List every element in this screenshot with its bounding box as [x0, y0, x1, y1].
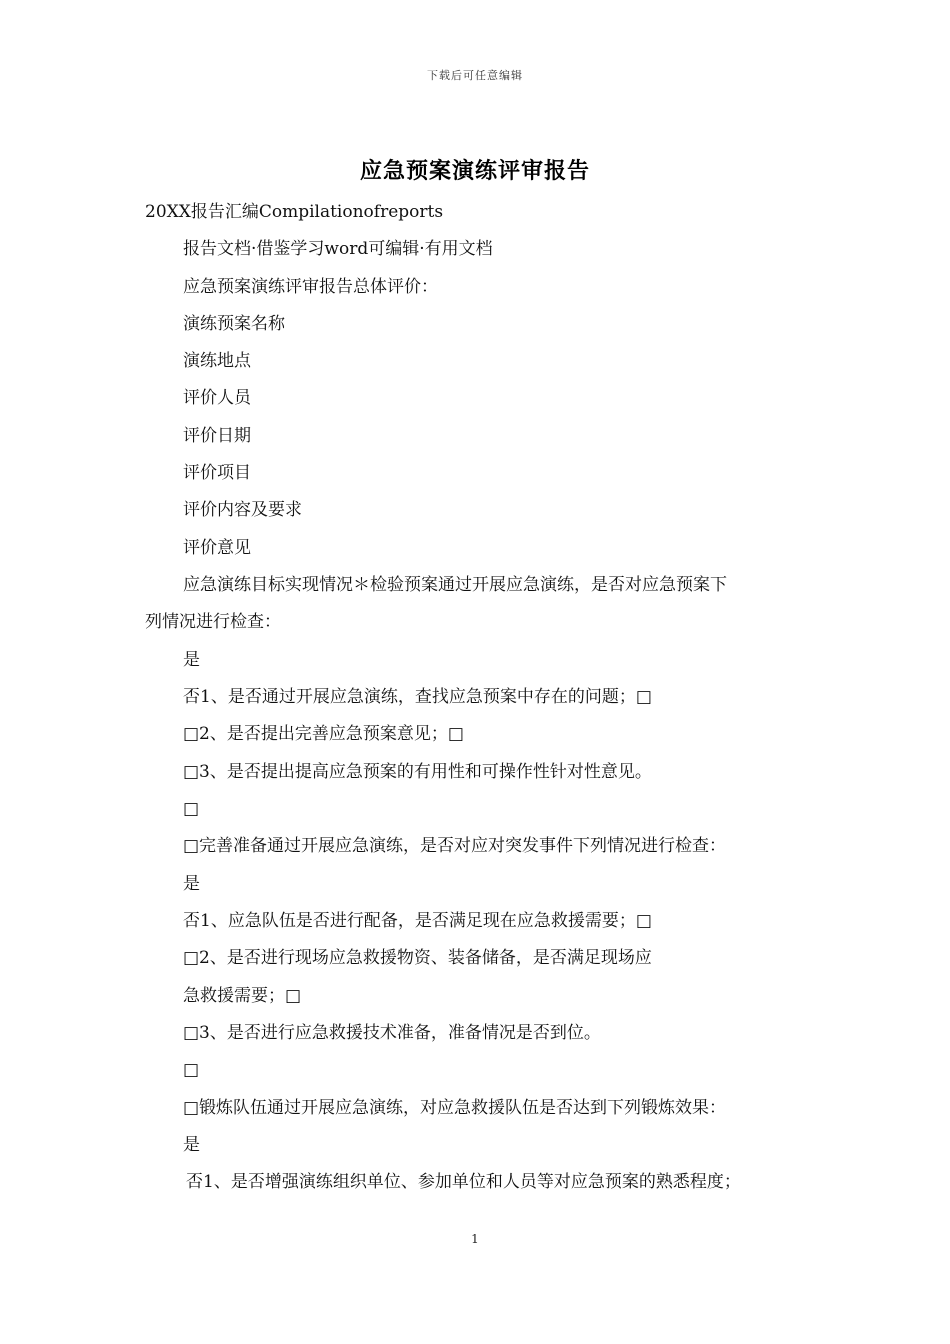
check-item-3-1: 否1、是否增强演练组织单位、参加单位和人员等对应急预案的熟悉程度； — [186, 1172, 741, 1192]
check-item-2-2-line2: 急救援需要；□ — [183, 986, 302, 1006]
check-item-2-1: 否1、应急队伍是否进行配备，是否满足现在应急救援需要；□ — [183, 911, 652, 931]
overall-evaluation: 应急预案演练评审报告总体评价： — [183, 277, 438, 297]
field-evaluation-opinion: 评价意见 — [183, 538, 251, 558]
check-item-1-2: □2、是否提出完善应急预案意见；□ — [183, 724, 464, 744]
field-evaluation-date: 评价日期 — [183, 426, 251, 446]
field-evaluation-content: 评价内容及要求 — [183, 500, 302, 520]
paragraph-goal-line2: 列情况进行检查： — [145, 612, 281, 632]
check-item-1-3: □3、是否提出提高应急预案的有用性和可操作性针对性意见。 — [183, 762, 652, 782]
checkbox-line-1: □ — [183, 799, 200, 819]
check-item-2-2-line1: □2、是否进行现场应急救援物资、装备储备，是否满足现场应 — [183, 948, 652, 968]
page-number: 1 — [471, 1232, 479, 1246]
field-drill-location: 演练地点 — [183, 351, 251, 371]
compilation-line: 20XX报告汇编Compilationofreports — [145, 202, 444, 222]
header-note: 下载后可任意编辑 — [427, 69, 523, 82]
paragraph-preparation: □完善准备通过开展应急演练，是否对应对突发事件下列情况进行检查： — [183, 836, 727, 856]
check-item-1-1: 否1、是否通过开展应急演练，查找应急预案中存在的问题；□ — [183, 687, 652, 707]
field-drill-plan-name: 演练预案名称 — [183, 314, 285, 334]
doc-note-line: 报告文档·借鉴学习word可编辑·有用文档 — [183, 239, 493, 259]
checkbox-line-2: □ — [183, 1060, 200, 1080]
paragraph-goal-line1: 应急演练目标实现情况＊检验预案通过开展应急演练，是否对应急预案下 — [183, 575, 727, 595]
yes-label-3: 是 — [183, 1135, 200, 1155]
field-evaluation-item: 评价项目 — [183, 463, 251, 483]
field-evaluators: 评价人员 — [183, 388, 251, 408]
paragraph-team-training: □锻炼队伍通过开展应急演练，对应急救援队伍是否达到下列锻炼效果： — [183, 1098, 727, 1118]
yes-label-2: 是 — [183, 874, 200, 894]
yes-label-1: 是 — [183, 650, 200, 670]
document-title: 应急预案演练评审报告 — [359, 158, 590, 184]
check-item-2-3: □3、是否进行应急救援技术准备，准备情况是否到位。 — [183, 1023, 601, 1043]
